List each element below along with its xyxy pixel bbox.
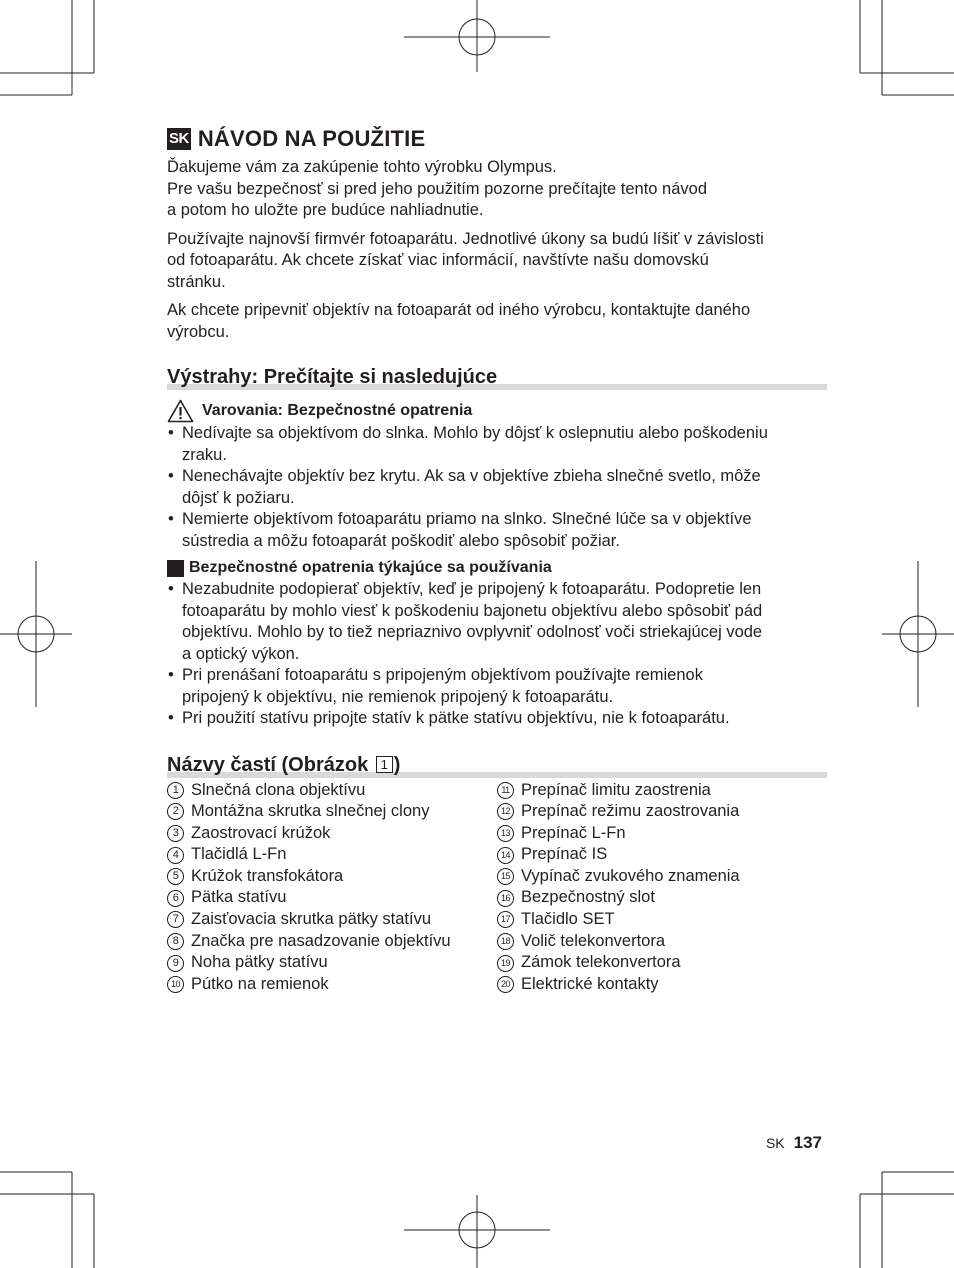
part-number-badge: 6 xyxy=(167,890,184,907)
part-label: Vypínač zvukového znamenia xyxy=(521,866,740,885)
parts-section-header xyxy=(167,744,827,778)
part-number-badge: 8 xyxy=(167,933,184,950)
part-label: Elektrické kontakty xyxy=(521,974,659,993)
list-item xyxy=(167,952,497,974)
part-label: Prepínač režimu zaostrovania xyxy=(521,802,740,821)
part-number-badge: 10 xyxy=(167,976,184,993)
title-row xyxy=(167,126,827,152)
usage-list xyxy=(167,579,827,730)
part-label: Zaostrovací krúžok xyxy=(191,823,331,842)
page-number: 137 xyxy=(793,1133,822,1152)
list-item: • Pri použití statívu pripojte statív k pätke statívu objektívu, nie k fotoaparátu. xyxy=(167,708,827,730)
list-item: • Nezabudnite podopierať objektív, keď je pripojený k fotoaparátu. Podopretie len fotoaparátu by mohlo viesť k poškodeniu bajonetu objektívu alebo spôsobiť pád objektívu. Mohlo by to tiež nepriaznivo ovplyvniť odolnosť voči striekajúcej vode a optický výkon. xyxy=(167,579,827,665)
part-number-badge: 19 xyxy=(497,955,514,972)
part-label: Prepínač IS xyxy=(521,845,608,864)
list-item xyxy=(167,801,497,823)
part-number-badge: 9 xyxy=(167,955,184,972)
intro-line: Ďakujeme vám za zakúpenie tohto výrobku Olympus. xyxy=(167,158,557,176)
parts-section-title: Názvy častí (Obrázok 1 ) xyxy=(167,753,401,776)
warning-triangle-icon xyxy=(167,399,194,423)
part-number-badge: 20 xyxy=(497,976,514,993)
part-label: Značka pre nasadzovanie objektívu xyxy=(191,931,451,950)
list-item xyxy=(167,974,497,996)
usage-heading-text: Bezpečnostné opatrenia týkajúce sa používania xyxy=(189,559,552,576)
part-number-badge: 11 xyxy=(497,782,514,799)
part-number-badge: 14 xyxy=(497,847,514,864)
page-footer xyxy=(766,1133,822,1153)
page-title: NÁVOD NA POUŽITIE xyxy=(197,126,426,151)
part-number-badge: 15 xyxy=(497,868,514,885)
list-item xyxy=(497,844,827,866)
list-item xyxy=(167,844,497,866)
part-label: Pätka statívu xyxy=(191,888,287,907)
intro-line: Pre vašu bezpečnosť si pred jeho použitím pozorne prečítajte tento návod xyxy=(167,179,708,198)
intro-paragraph xyxy=(167,157,827,222)
caution-heading xyxy=(167,399,827,423)
list-item: • Nemierte objektívom fotoaparátu priamo na slnko. Slnečné lúče sa v objektíve sústredia a môžu fotoaparát poškodiť alebo spôsobiť požiar. xyxy=(167,509,827,552)
language-badge: SK xyxy=(167,128,191,150)
part-number-badge: 1 xyxy=(167,782,184,799)
list-item xyxy=(497,909,827,931)
part-label: Zaisťovacia skrutka pätky statívu xyxy=(191,910,432,929)
part-number-badge: 2 xyxy=(167,803,184,820)
caution-heading-text: Varovania: Bezpečnostné opatrenia xyxy=(202,402,473,419)
firmware-line: Používajte najnovší firmvér fotoaparátu. Jednotlivé úkony sa budú líšiť v závislosti xyxy=(167,229,764,248)
list-item: • Nenechávajte objektív bez krytu. Ak sa v objektíve zbieha slnečné svetlo, môže dôjsť k požiaru. xyxy=(167,466,827,509)
list-item xyxy=(497,801,827,823)
square-bullet-icon xyxy=(167,560,184,577)
list-item xyxy=(167,780,497,802)
firmware-line: stránku. xyxy=(167,272,226,291)
list-item xyxy=(167,909,497,931)
list-item xyxy=(497,780,827,802)
usage-heading xyxy=(167,557,827,579)
list-item xyxy=(167,866,497,888)
list-item xyxy=(497,887,827,909)
third-party-line: výrobcu. xyxy=(167,322,230,341)
parts-column-left xyxy=(167,780,497,996)
part-number-badge: 3 xyxy=(167,825,184,842)
part-label: Zámok telekonvertora xyxy=(521,953,681,972)
page-content xyxy=(167,126,827,995)
footer-language: SK xyxy=(765,1135,785,1151)
list-item xyxy=(497,952,827,974)
caution-list xyxy=(167,423,827,552)
warnings-section-header xyxy=(167,356,827,390)
part-label: Volič telekonvertora xyxy=(521,931,665,950)
part-label: Prepínač limitu zaostrenia xyxy=(521,780,711,799)
part-label: Slnečná clona objektívu xyxy=(191,780,366,799)
parts-column-right xyxy=(497,780,827,996)
part-number-badge: 13 xyxy=(497,825,514,842)
part-label: Bezpečnostný slot xyxy=(521,888,655,907)
parts-list xyxy=(167,780,827,996)
list-item xyxy=(167,823,497,845)
part-label: Montážna skrutka slnečnej clony xyxy=(191,802,430,821)
firmware-line: od fotoaparátu. Ak chcete získať viac informácií, navštívte našu domovskú xyxy=(167,251,709,269)
third-party-line: Ak chcete pripevniť objektív na fotoaparát od iného výrobcu, kontaktujte daného xyxy=(167,301,751,319)
list-item: • Pri prenášaní fotoaparátu s pripojeným objektívom používajte remienok pripojený k objektívu, nie remienok pripojený k fotoaparátu. xyxy=(167,665,827,708)
part-label: Krúžok transfokátora xyxy=(191,866,344,885)
list-item: • Nedívajte sa objektívom do slnka. Mohlo by dôjsť k oslepnutiu alebo poškodeniu zraku. xyxy=(167,423,827,466)
part-label: Tlačidlá L-Fn xyxy=(191,845,287,864)
warnings-section-title: Výstrahy: Prečítajte si nasledujúce xyxy=(167,366,498,388)
part-number-badge: 7 xyxy=(167,911,184,928)
firmware-paragraph xyxy=(167,229,827,294)
list-item xyxy=(497,931,827,953)
part-number-badge: 5 xyxy=(167,868,184,885)
part-label: Pútko na remienok xyxy=(191,974,329,993)
list-item xyxy=(497,974,827,996)
figure-number-box: 1 xyxy=(376,756,393,773)
part-label: Prepínač L-Fn xyxy=(521,823,626,842)
part-label: Noha pätky statívu xyxy=(191,953,328,972)
part-number-badge: 12 xyxy=(497,803,514,820)
list-item xyxy=(497,823,827,845)
part-number-badge: 4 xyxy=(167,847,184,864)
part-number-badge: 18 xyxy=(497,933,514,950)
list-item xyxy=(167,931,497,953)
list-item xyxy=(167,887,497,909)
part-number-badge: 17 xyxy=(497,911,514,928)
intro-line: a potom ho uložte pre budúce nahliadnutie. xyxy=(167,201,484,219)
part-label: Tlačidlo SET xyxy=(521,910,615,929)
part-number-badge: 16 xyxy=(497,890,514,907)
third-party-paragraph xyxy=(167,300,827,343)
list-item xyxy=(497,866,827,888)
